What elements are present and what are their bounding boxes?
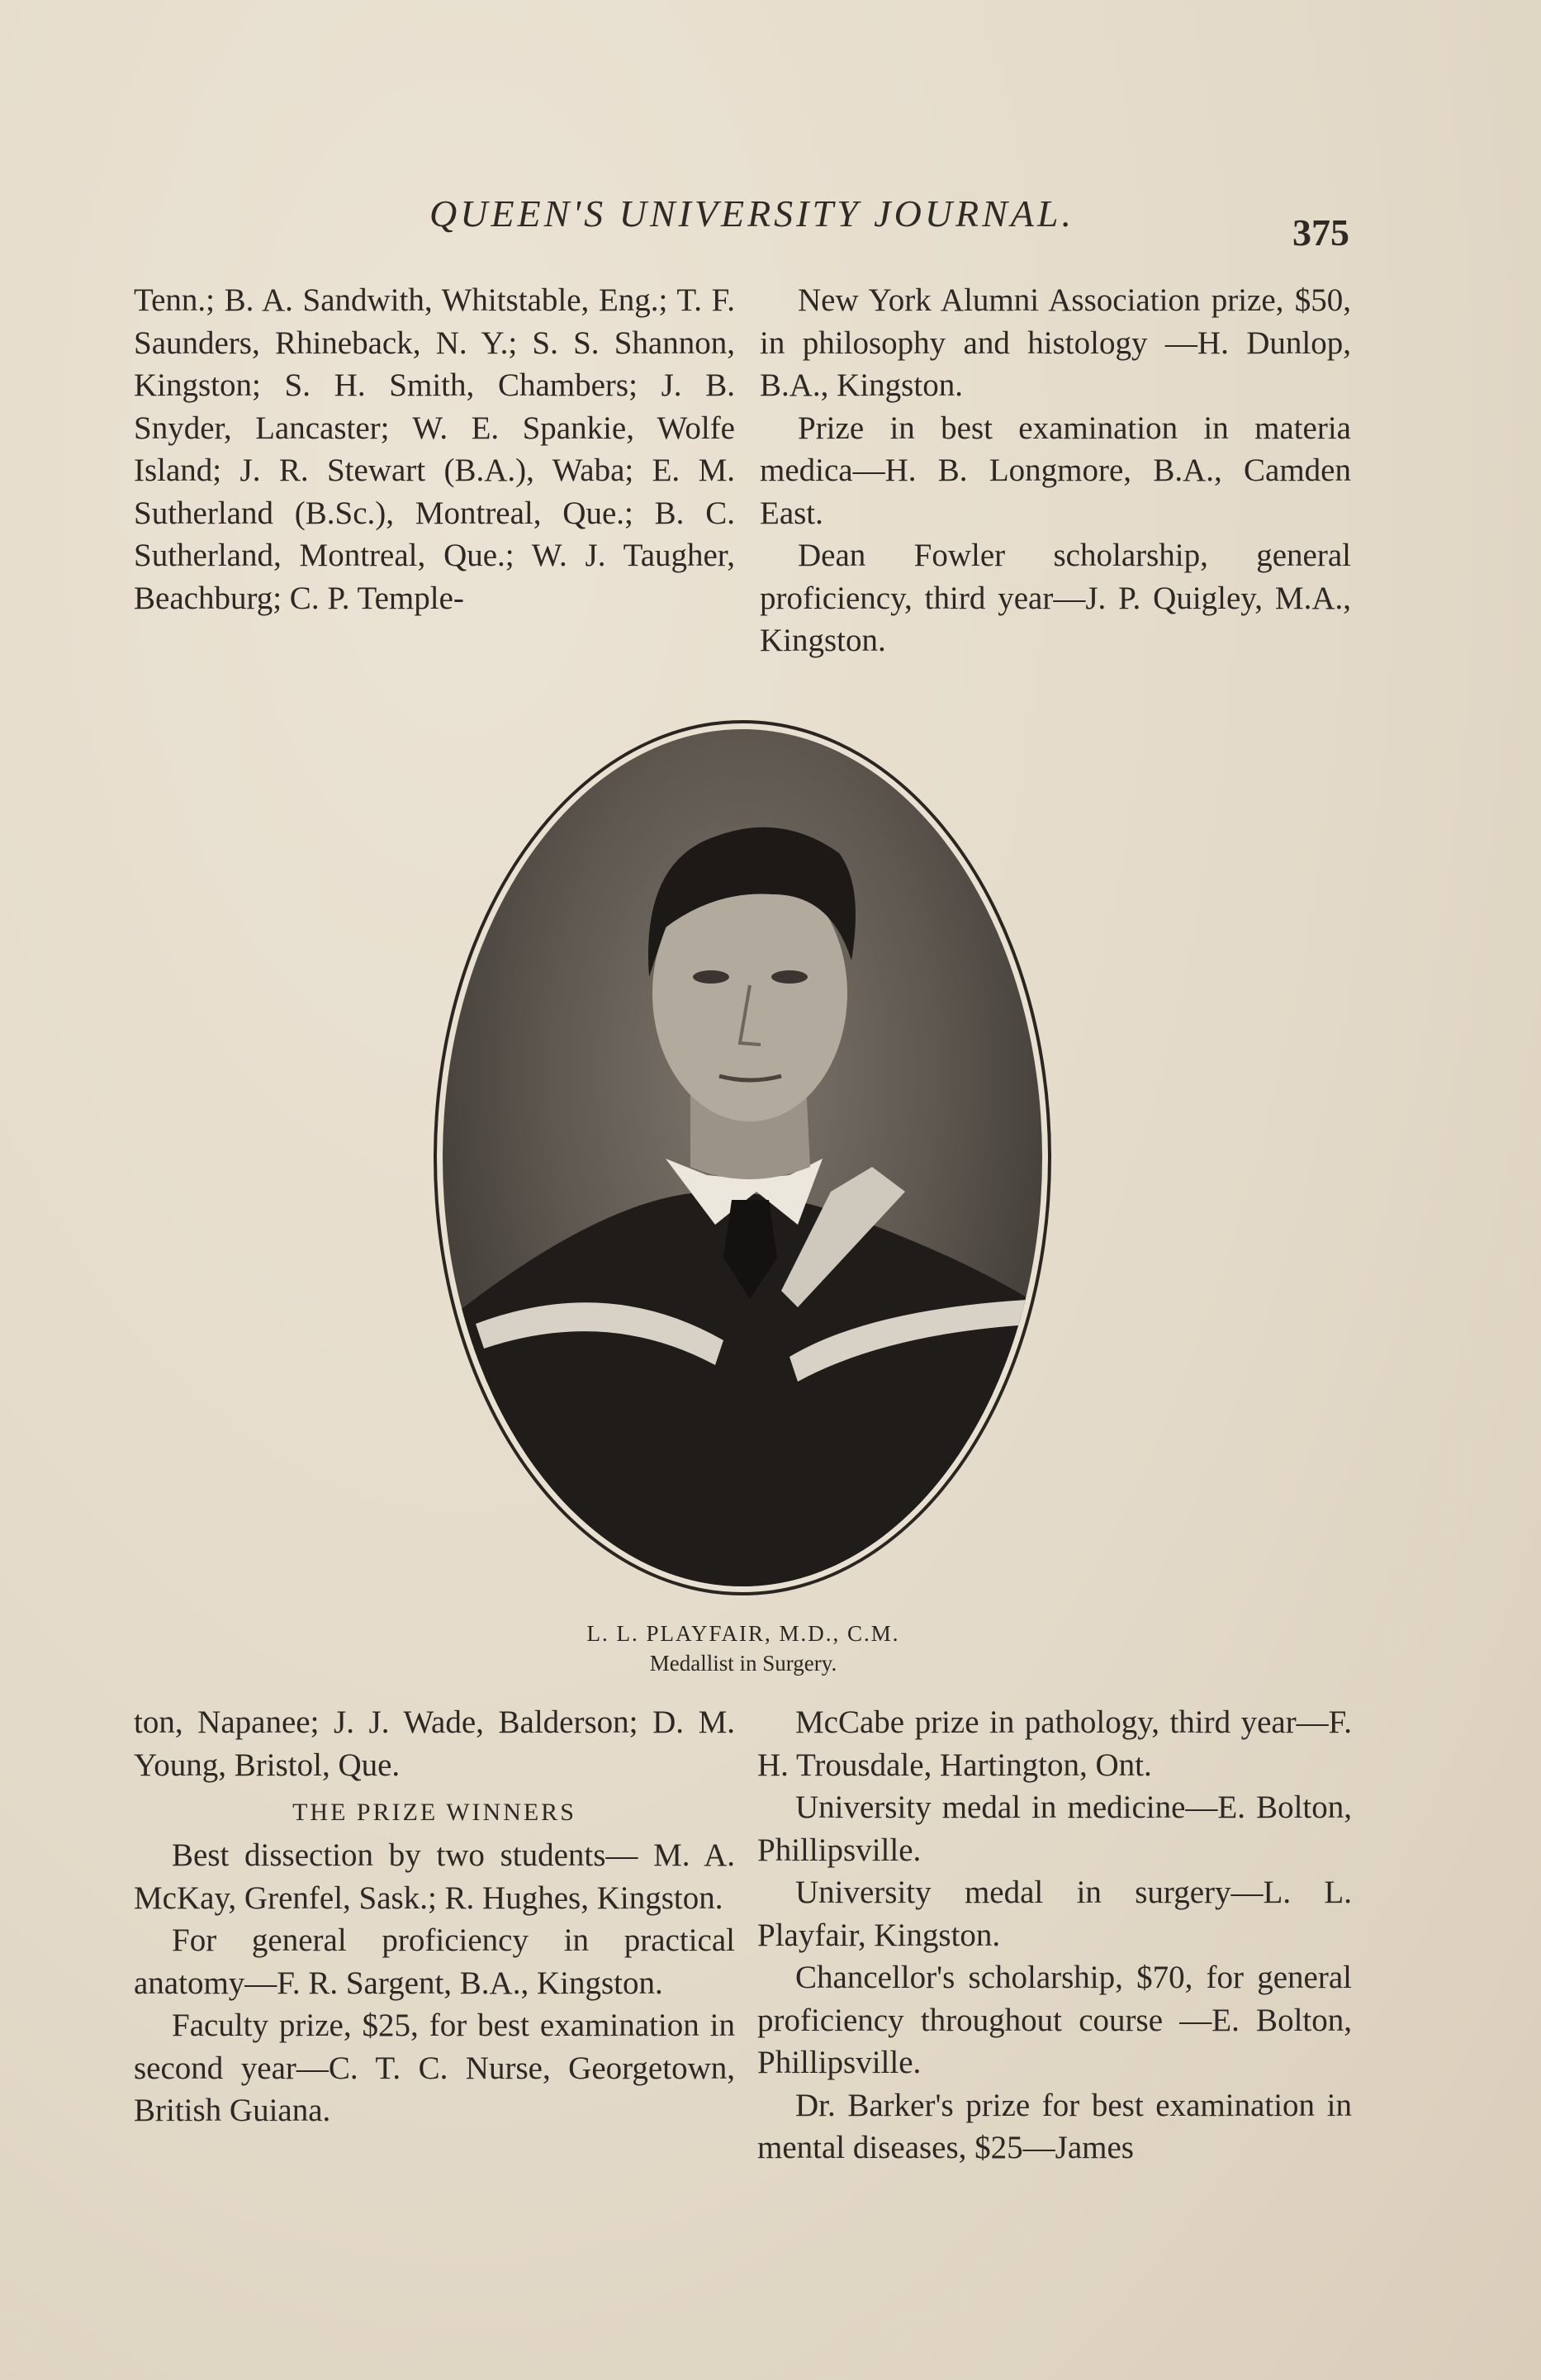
portrait-caption [413,1619,1074,1678]
prize-paragraph: For general proficiency in practical anatomy—F. R. Sargent, B.A., Kingston. [134,1922,735,2001]
top-right-column [760,279,1351,662]
prize-paragraph: New York Alumni Association prize, $50, in philosophy and histology —H. Dunlop, B.A., Kingston. [760,282,1351,403]
bottom-right-column [757,1701,1352,2169]
caption-name: L. L. PLAYFAIR, M.D., C.M. [586,1621,900,1646]
graduate-list-continuation: ton, Napanee; J. J. Wade, Balderson; D. M. Young, Bristol, Que. [134,1704,735,1783]
prize-paragraph: Chancellor's scholarship, $70, for general proficiency throughout course —E. Bolton, Phillipsville. [757,1960,1352,2080]
prize-paragraph: Dean Fowler scholarship, general proficiency, third year—J. P. Quigley, M.A., Kingston. [760,538,1351,658]
prize-paragraph: Best dissection by two students— M. A. McKay, Grenfel, Sask.; R. Hughes, Kingston. [134,1837,735,1916]
bottom-left-column [134,1701,735,2132]
prize-paragraph: University medal in surgery—L. L. Playfair, Kingston. [757,1875,1352,1953]
prize-paragraph: McCabe prize in pathology, third year—F. H. Trousdale, Hartington, Ont. [757,1704,1352,1783]
portrait-illustration [443,729,1042,1586]
portrait-photo [443,729,1042,1586]
caption-subtitle: Medallist in Surgery. [649,1651,837,1676]
prize-paragraph: Faculty prize, $25, for best examination in second year—C. T. C. Nurse, Georgetown, British Guiana. [134,2008,735,2128]
top-left-column [134,279,735,619]
graduate-list-text: Tenn.; B. A. Sandwith, Whitstable, Eng.; T. F. Saunders, Rhineback, N. Y.; S. S. Shannon, Kingston; S. H. Smith, Chambers; J. B. Snyder, Lancaster; W. E. Spankie, Wolfe Island; J. R. Stewart (B.A.), Waba; E. M. Sutherland (B.Sc.), Montreal, Que.; B. C. Sutherland, Montreal, Que.; W. J. Taugher, Beachburg; C. P. Temple- [134,282,735,616]
journal-title: QUEEN'S UNIVERSITY JOURNAL. [429,192,1074,235]
prize-paragraph: Dr. Barker's prize for best examination in mental diseases, $25—James [757,2087,1352,2165]
page-number: 375 [1292,211,1349,254]
section-heading: THE PRIZE WINNERS [292,1799,576,1826]
prize-paragraph: University medal in medicine—E. Bolton, Phillipsville. [757,1790,1352,1868]
prize-paragraph: Prize in best examination in materia medica—H. B. Longmore, B.A., Camden East. [760,410,1351,531]
